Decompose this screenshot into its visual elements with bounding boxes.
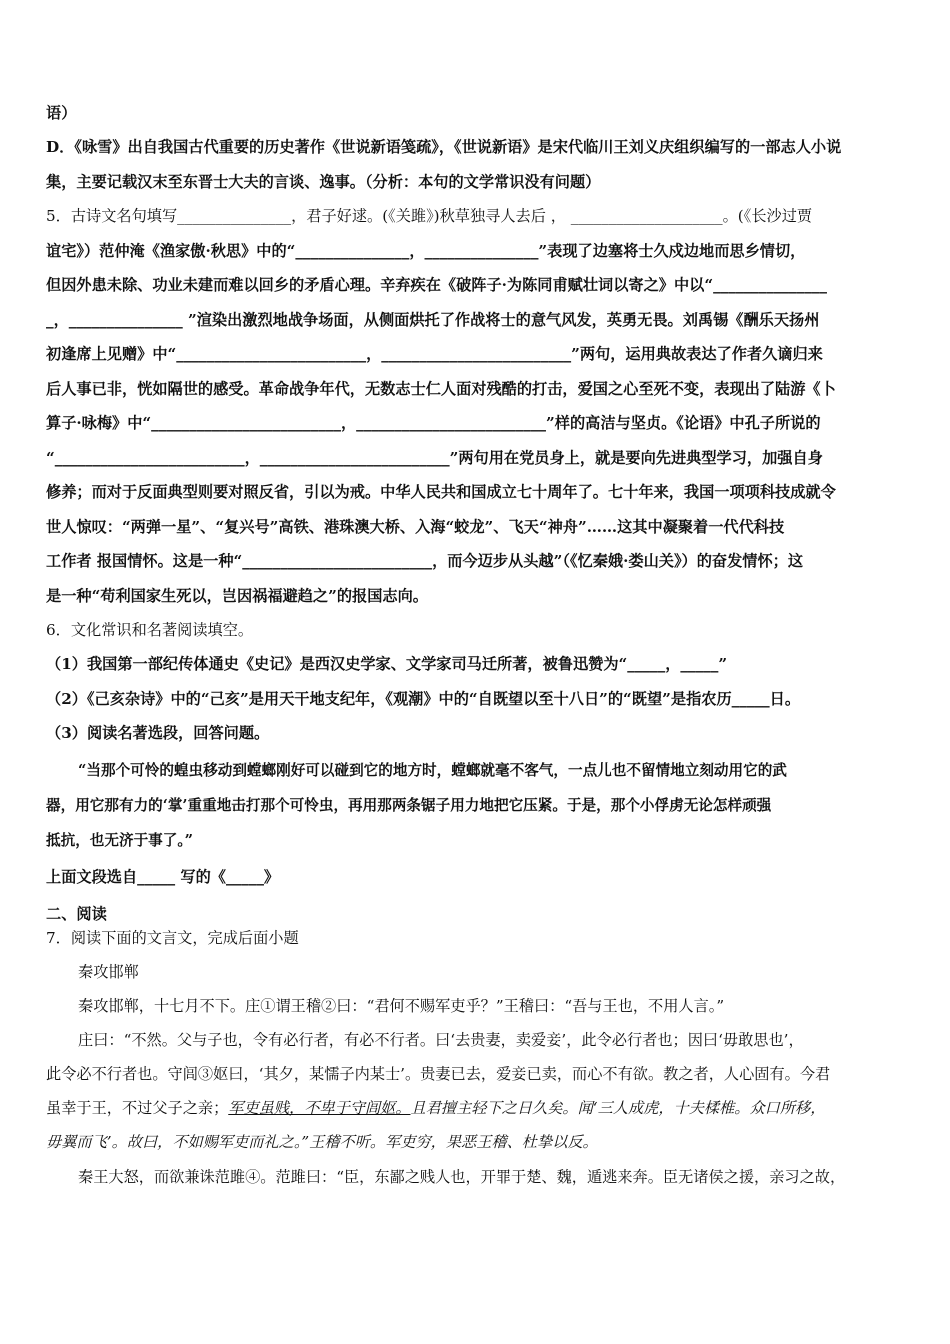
text-line: 后人事已非，恍如隔世的感受。革命战争年代，无数志士仁人面对残酷的打击，爱国之心至死不变，表现出了陆游《卜 — [46, 380, 836, 398]
question-6-part-1: （1）我国第一部纪传体通史《史记》是西汉史学家、文学家司马迁所著，被鲁迅赞为“_____，_____” — [46, 655, 728, 673]
excerpt-line: 抵抗，也无济于事了。” — [46, 832, 194, 849]
underlined-sentence: 军吏虽贱，不卑于守闾妪。 — [228, 1099, 411, 1117]
text-line: 修养；而对于反面典型则要对照反省，引以为戒。中华人民共和国成立七十周年了。七十年来，我国一项项科技成就令 — [46, 483, 836, 501]
text-line: 初逢席上见赠》中“_________________________，_________________________”两句，运用典故表达了作者久谪归来 — [46, 345, 823, 363]
passage-line: 此令必不行者也。守闾③妪曰，‘其夕，某懦子内某士’。贵妻已去，爱妾已卖，而心不有欲。教之者，人心固有。今君 — [46, 1065, 831, 1083]
text-line: 世人惊叹：“两弹一星”、“复兴号”高铁、港珠澳大桥、入海“蛟龙”、飞天“神舟”……这其中凝聚着一代代科技 — [46, 518, 785, 536]
text-line: 是一种“苟利国家生死以，岂因祸福避趋之”的报国志向。 — [46, 587, 428, 605]
section-heading-reading: 二、阅读 — [46, 905, 107, 923]
passage-line: 秦王大怒，而欲兼诛范雎④。范雎曰：“臣，东鄙之贱人也，开罪于楚、魏，遁逃来奔。臣无诸侯之援，亲习之故， — [78, 1168, 846, 1186]
question-6-part-3: （3）阅读名著选段，回答问题。 — [46, 724, 270, 742]
text-line: 但因外患未除、功业未建而难以回乡的矛盾心理。辛弃疾在《破阵子·为陈同甫赋壮词以寄之》中以“_______________ — [46, 276, 827, 294]
text-line: 工作者 报国情怀。这是一种“_________________________，而今迈步从头越”（《忆秦娥·娄山关》）的奋发情怀；这 — [46, 552, 804, 570]
text-line: 谊宅》）范仲淹《渔家傲·秋思》中的“_______________，_______________”表现了边塞将士久戍边地而思乡情切， — [46, 242, 806, 260]
excerpt-line: 器，用它那有力的‘掌’重重地击打那个可怜虫，再用那两条锯子用力地把它压紧。于是，那个小俘虏无论怎样顽强 — [46, 797, 772, 814]
passage-title: 秦攻邯郸 — [78, 963, 139, 981]
question-5-line: 5．古诗文名句填写_______________，君子好逑。(《关雎》)秋草独寻人去后 ， ____________________。(《长沙过贾 — [46, 207, 813, 225]
passage-line: 毋翼而飞’。故曰，不如赐军吏而礼之。”王稽不听。军吏穷，果恶王稽、杜挚以反。 — [46, 1133, 598, 1151]
passage-text: 且君擅主轻下之日久矣。闻‘三人成虎，十夫楺椎。众口所移， — [410, 1099, 826, 1117]
excerpt-source-question: 上面文段选自_____ 写的《_____》 — [46, 868, 280, 886]
passage-line: 秦攻邯郸，十七月不下。庄①谓王稽②曰：“君何不赐军吏乎？”王稽曰：“吾与王也，不用人言。” — [78, 997, 725, 1015]
question-6-title: 6．文化常识和名著阅读填空。 — [46, 621, 254, 639]
text-line: _，_______________ ”渲染出激烈地战争场面，从侧面烘托了作战将士的意气风发，英勇无畏。刘禹锡《酬乐天扬州 — [46, 311, 820, 329]
excerpt-line: “当那个可怜的蝗虫移动到螳螂刚好可以碰到它的地方时，螳螂就毫不客气，一点儿也不留情地立刻动用它的武 — [78, 762, 787, 779]
text-line: 集，主要记载汉末至东晋士大夫的言谈、逸事。（分析：本句的文学常识没有问题） — [46, 173, 601, 191]
text-line — [46, 136, 906, 158]
passage-text: 虽幸于王，不过父子之亲； — [46, 1099, 229, 1117]
text-line: “_________________________，_________________________”两句用在党员身上，就是要向先进典型学习，加强自身 — [46, 449, 823, 467]
text-line: 语） — [46, 104, 77, 122]
question-7-title: 7．阅读下面的文言文，完成后面小题 — [46, 929, 299, 947]
passage-line: 庄曰：“不然。父与子也，令有必行者，有必不行者。曰‘去贵妻，卖爱妾’，此令必行者也；因曰‘毋敢思也’， — [78, 1031, 804, 1049]
text-line: 算子·咏梅》中“_________________________，_________________________”样的高洁与坚贞。《论语》中孔子所说的 — [46, 414, 821, 432]
passage-line — [46, 1097, 906, 1119]
option-d: D．《咏雪》出自我国古代重要的历史著作《世说新语笺疏》，《世说新语》是宋代临川王刘义庆组织编写的一部志人小说 — [46, 138, 842, 156]
question-6-part-2: （2）《己亥杂诗》中的“己亥”是用天干地支纪年，《观潮》中的“自既望以至十八日”的“既望”是指农历_____日。 — [46, 690, 801, 708]
